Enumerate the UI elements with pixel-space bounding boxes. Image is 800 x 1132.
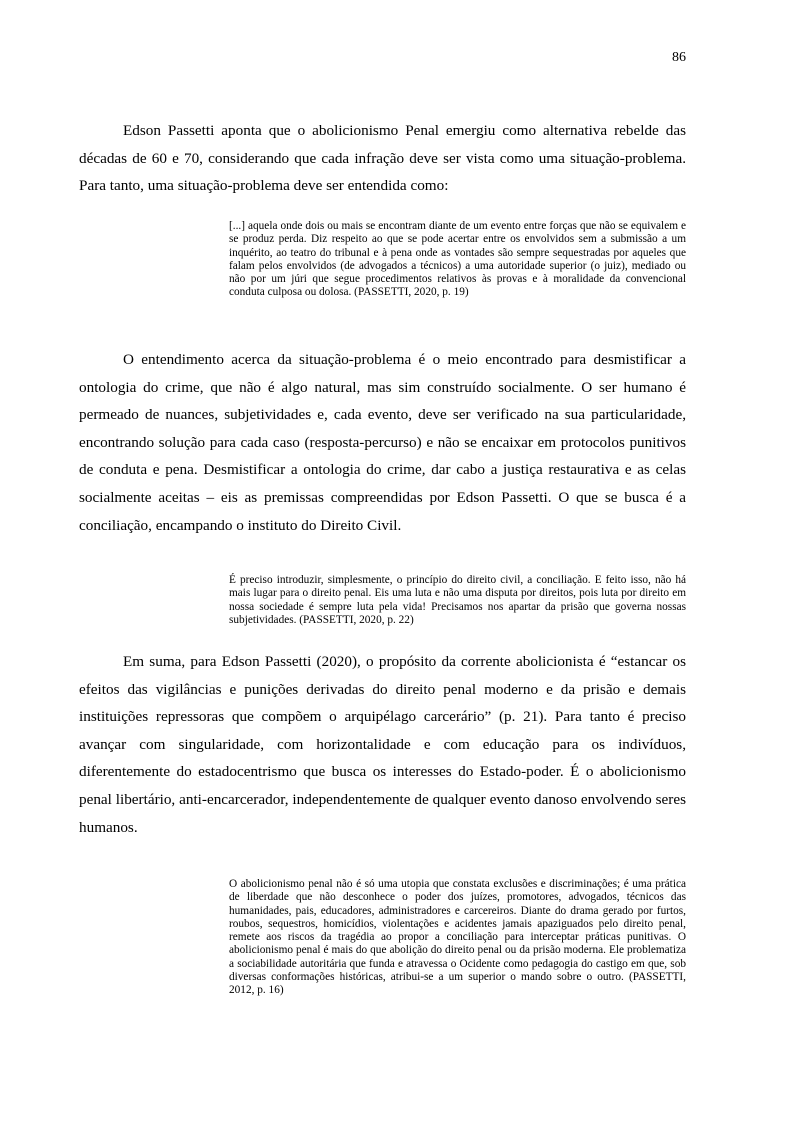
page-number: 86 [672,50,686,65]
block-quote: [...] aquela onde dois ou mais se encontram diante de um evento entre forças que não se equivalem e se produz perda. Diz respeito ao que se pode acertar entre os envolvidos sem a submissão a um inquérito, ao teatro do tribunal e à pena onde as vontades são sempre sequestradas por aqueles que falam pelos envolvidos (de advogados a técnicos) a uma autoridade superior (o juiz), mediado ou não por um júri que segue procedimentos relativos às provas e à moralidade da convencional conduta culposa ou dolosa. (PASSETTI, 2020, p. 19) [229,220,686,299]
block-quote: É preciso introduzir, simplesmente, o princípio do direito civil, a conciliação. E feito isso, não há mais lugar para o direito penal. Eis uma luta e não uma disputa por direitos, pois luta por direito em nossa sociedade é sempre luta pela vida! Precisamos nos apartar da prisão que governa nossas subjetividades. (PASSETTI, 2020, p. 22) [229,574,686,626]
body-paragraph: Em suma, para Edson Passetti (2020), o propósito da corrente abolicionista é “estancar os efeitos das vigilâncias e punições derivadas do direito penal moderno e da prisão e demais instituições repressoras que compõem o arquipélago carcerário” (p. 21). Para tanto é preciso avançar com singularidade, com horizontalidade e com educação para os indivíduos, diferentemente do estadocentrismo que busca os interesses do Estado-poder. É o abolicionismo penal libertário, anti-encarcerador, independentemente de qualquer evento danoso envolvendo seres humanos. [79,653,686,836]
block-quote: O abolicionismo penal não é só uma utopia que constata exclusões e discriminações; é uma prática de liberdade que não desconhece o poder dos juízes, promotores, advogados, técnicos das humanidades, pais, educadores, administradores e carcereiros. Diante do drama gerado por furtos, roubos, sequestros, homicídios, violentações e acidentes jamais apaziguados pelo direito penal, remete aos riscos da tragédia ao propor a conciliação para interceptar práticas punitivas. O abolicionismo penal é mais do que abolição do direito penal ou da prisão moderna. Ele problematiza a sociabilidade autoritária que funda e atravessa o Ocidente como pedagogia do castigo em que, sob diversas conformações históricas, atribui-se a um superior o mando sobre o outro. (PASSETTI, 2012, p. 16) [229,878,686,997]
body-paragraph: Edson Passetti aponta que o abolicionismo Penal emergiu como alternativa rebelde das décadas de 60 e 70, considerando que cada infração deve ser vista como uma situação-problema. Para tanto, uma situação-problema deve ser entendida como: [79,122,686,195]
body-paragraph: O entendimento acerca da situação-problema é o meio encontrado para desmistificar a ontologia do crime, que não é algo natural, mas sim construído socialmente. O ser humano é permeado de nuances, subjetividades e, cada evento, deve ser verificado na sua particularidade, encontrando solução para cada caso (resposta-percurso) e não se encaixar em protocolos punitivos de conduta e pena. Desmistificar a ontologia do crime, dar cabo a justiça restaurativa e as celas socialmente aceitas – eis as premissas compreendidas por Edson Passetti. O que se busca é a conciliação, encampando o instituto do Direito Civil. [79,351,686,534]
